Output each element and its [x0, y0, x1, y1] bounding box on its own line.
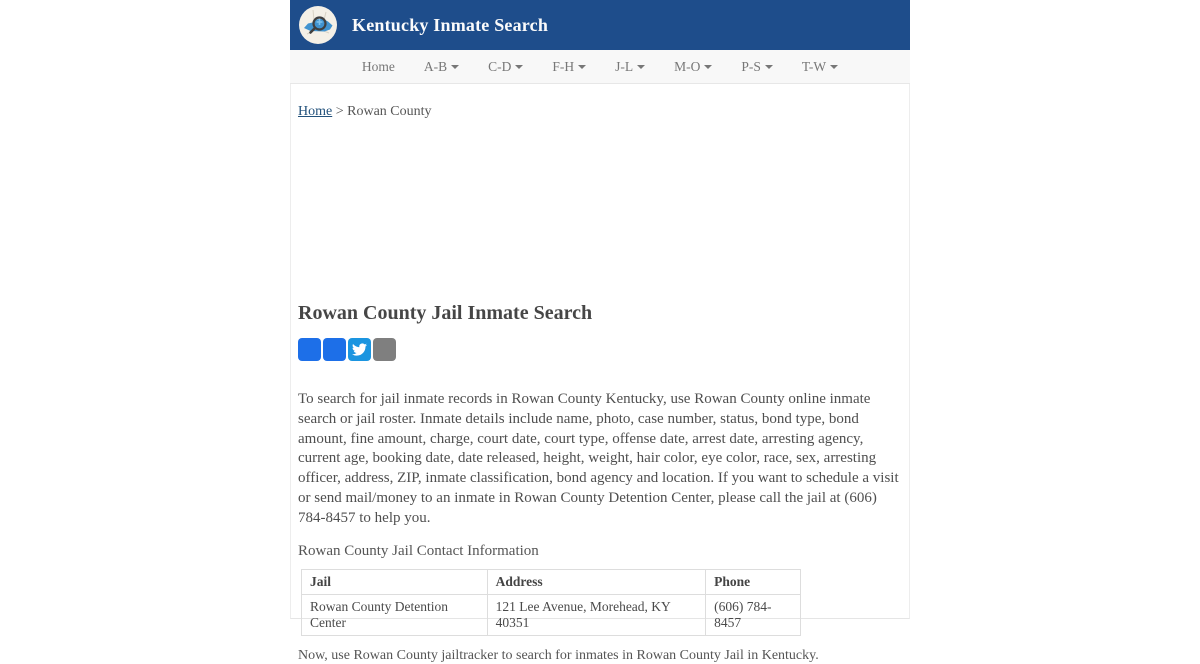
nav-dropdown-c-d[interactable] [474, 59, 538, 75]
breadcrumb-current: Rowan County [347, 104, 432, 119]
site-header [290, 0, 910, 50]
main-content [290, 84, 910, 663]
nav-dropdown-j-l-label: J-L [615, 58, 634, 74]
nav-item-home-label: Home [361, 58, 395, 74]
nav-dropdown-p-s-label: P-S [741, 58, 761, 74]
facebook-share-button[interactable] [298, 338, 321, 361]
page-title: Rowan County Jail Inmate Search [298, 302, 593, 324]
chevron-down-icon [765, 65, 773, 69]
nav-dropdown-p-s[interactable] [727, 59, 788, 75]
column-header-address: Address [487, 569, 706, 594]
nav-dropdown-c-d-label: C-D [488, 58, 512, 74]
nav-dropdown-f-h[interactable] [538, 59, 601, 75]
content-column [290, 0, 910, 663]
table-row [302, 594, 801, 635]
share-buttons [298, 338, 902, 361]
contact-info-heading: Rowan County Jail Contact Information [298, 542, 539, 559]
breadcrumb-home-link[interactable]: Home [298, 104, 333, 119]
table-header-row [302, 569, 801, 594]
chevron-down-icon [830, 65, 838, 69]
nav-dropdown-a-b[interactable] [409, 59, 473, 75]
nav-dropdown-m-o[interactable] [660, 59, 727, 75]
jail-name-cell: Rowan County Detention Center [302, 594, 488, 635]
nav-dropdown-t-w-label: T-W [801, 58, 827, 74]
intro-paragraph: To search for jail inmate records in Rowan County Kentucky, use Rowan County online inmate search or jail roster. Inmate details include name, photo, case number, status, bond type, bond amount, fine amount, charge, court date, court type, offense date, arrest date, arresting agency, current age, booking date, date released, height, weight, hair color, eye color, race, sex, arresting officer, address, ZIP, inmate classification, bond agency and location. If you want to schedule a visit or send mail/money to an inmate in Rowan County Detention Center, please call the jail at (606) 784-8457 to help you. [298, 391, 899, 526]
twitter-bird-icon [352, 342, 367, 357]
nav-dropdown-f-h-label: F-H [552, 58, 575, 74]
nav-dropdown-t-w[interactable] [787, 59, 852, 75]
chevron-down-icon [451, 65, 459, 69]
footer-note: Now, use Rowan County jailtracker to search for inmates in Rowan County Jail in Kentucky. [298, 647, 819, 663]
breadcrumb-separator: > [335, 104, 344, 119]
column-header-phone: Phone [706, 569, 801, 594]
column-header-jail: Jail [302, 569, 488, 594]
twitter-share-button[interactable] [348, 338, 371, 361]
nav-dropdown-m-o-label: M-O [674, 58, 701, 74]
nav-dropdown-j-l[interactable] [601, 59, 660, 75]
jail-phone-cell: (606) 784-8457 [706, 594, 801, 635]
chevron-down-icon [637, 65, 645, 69]
ad-placeholder [298, 120, 902, 301]
email-share-button[interactable] [373, 338, 396, 361]
jail-address-cell: 121 Lee Avenue, Morehead, KY 40351 [487, 594, 706, 635]
main-nav [290, 50, 910, 84]
breadcrumb [298, 84, 902, 120]
kentucky-state-magnifier-logo-icon [299, 6, 337, 44]
nav-item-home[interactable] [347, 59, 409, 75]
contact-table [301, 569, 801, 636]
chevron-down-icon [515, 65, 523, 69]
chevron-down-icon [704, 65, 712, 69]
chevron-down-icon [578, 65, 586, 69]
site-title: Kentucky Inmate Search [352, 14, 549, 35]
nav-dropdown-a-b-label: A-B [423, 58, 448, 74]
facebook-messenger-share-button[interactable] [323, 338, 346, 361]
